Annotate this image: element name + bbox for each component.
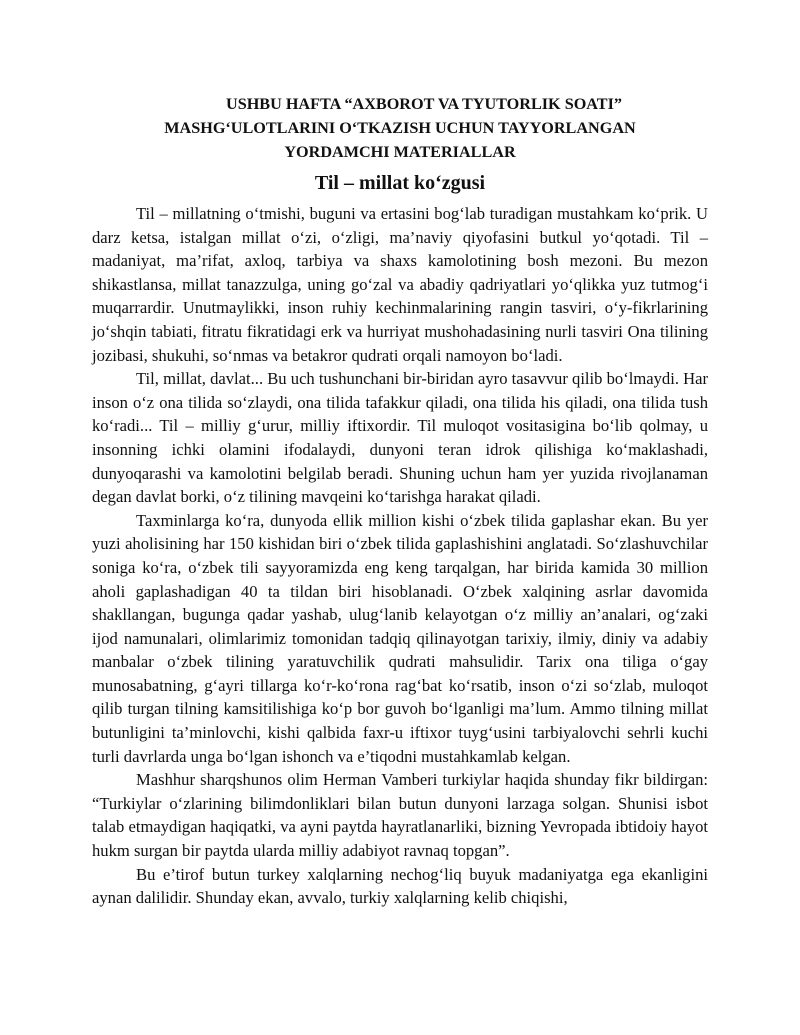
heading-line: USHBU HAFTA “AXBOROT VA TYUTORLIK SOATI” — [226, 95, 622, 113]
document-page — [92, 92, 708, 910]
heading-line: YORDAMCHI MATERIALLAR — [284, 143, 516, 161]
document-heading — [92, 92, 708, 164]
body-paragraph: Til, millat, davlat... Bu uch tushunchani bir-biridan ayro tasavvur qilib bo‘lmaydi. Har inson o‘z ona tilida so‘zlaydi, ona tilida tafakkur qiladi, ona tilida his qiladi, ona tilida tush ko‘radi... Til – milliy g‘urur, milliy iftixordir. Til muloqot vositasigina bo‘lib qolmay, u insonning ichki olamini ifodalaydi, dunyoni teran idrok qilishiga ko‘maklashadi, dunyoqarashi va kamolotini belgilab beradi. Shuning uchun ham yer yuzida rivojlanaman degan davlat borki, o‘z tilining mavqeini ko‘tarishga harakat qiladi. — [92, 369, 708, 507]
heading-line: MASHG‘ULOTLARINI O‘TKAZISH UCHUN TAYYORLANGAN — [164, 119, 636, 137]
body-paragraph: Til – millatning o‘tmishi, buguni va ertasini bog‘lab turadigan mustahkam ko‘prik. U darz ketsa, istalgan millat o‘zi, o‘zligi, ma’naviy qiyofasini butkul yo‘qotadi. Til – madaniyat, ma’rifat, axloq, tarbiya va shaxs kamolotining bosh mezoni. Bu mezon shikastlansa, millat tanazzulga, uning go‘zal va abadiy qadriyatlari yo‘qlikka yuz tutmog‘i muqarrardir. Unutmaylikki, inson ruhiy kechinmalarining rangin tasviri, o‘y-fikrlarining jo‘shqin tabiati, fitratu fikratidagi erk va hurriyat mushohadasining nurli tasviri Ona tilining jozibasi, shukuhi, so‘nmas va betakror qudrati orqali namoyon bo‘ladi. — [92, 204, 708, 365]
body-paragraph: Mashhur sharqshunos olim Herman Vamberi turkiylar haqida shunday fikr bildirgan: “Turkiylar o‘zlarining bilimdonliklari bilan butun dunyoni larzaga solgan. Shunisi isbot talab etmaydigan haqiqatki, va ayni paytda hayratlanarliki, bizning Yevropada ibtidoiy hayot hukm surgan bir paytda ularda milliy adabiyot ravnaq topgan”. — [92, 770, 708, 861]
body-paragraph: Bu e’tirof butun turkey xalqlarning nechog‘liq buyuk madaniyatga ega ekanligini aynan dalilidir. Shunday ekan, avvalo, turkiy xalqlarning kelib chiqishi, — [92, 864, 708, 908]
document-title: Til – millat ko‘zgusi — [314, 172, 486, 194]
body-paragraph: Taxminlarga ko‘ra, dunyoda ellik million kishi o‘zbek tilida gaplashar ekan. Bu yer yuzi aholisining har 150 kishidan biri o‘zbek tilida gaplashishini anglatadi. So‘zlashuvchilar soniga ko‘ra, o‘zbek tili sayyoramizda eng keng tarqalgan, har birida kamida 30 million aholi gaplashadigan 40 ta tildan biri hisoblanadi. O‘zbek xalqining asrlar davomida shakllangan, bugunga qadar yashab, ulug‘lanib kelayotgan o‘z milliy an’analari, og‘zaki ijod namunalari, olimlarimiz tomonidan tadqiq qilinayotgan tarixiy, ilmiy, diniy va adabiy manbalar o‘zbek tilining yaratuvchilik qudrati mahsulidir. Tarix ona tiliga o‘gay munosabatning, g‘ayri tillarga ko‘r-ko‘rona rag‘bat ko‘rsatib, inson o‘zi so‘zlab, muloqot qilib turgan tilning kamsitilishiga ko‘p bor guvoh bo‘lganligi ma’lum. Ammo tilning millat butunligini ta’minlovchi, kishi qalbida faxr-u iftixor tuyg‘usini tarbiyalovchi sehrli kuchi turli davrlarda unga bo‘lgan ishonch va e’tiqodni mustahkamlab kelgan. — [92, 510, 708, 766]
